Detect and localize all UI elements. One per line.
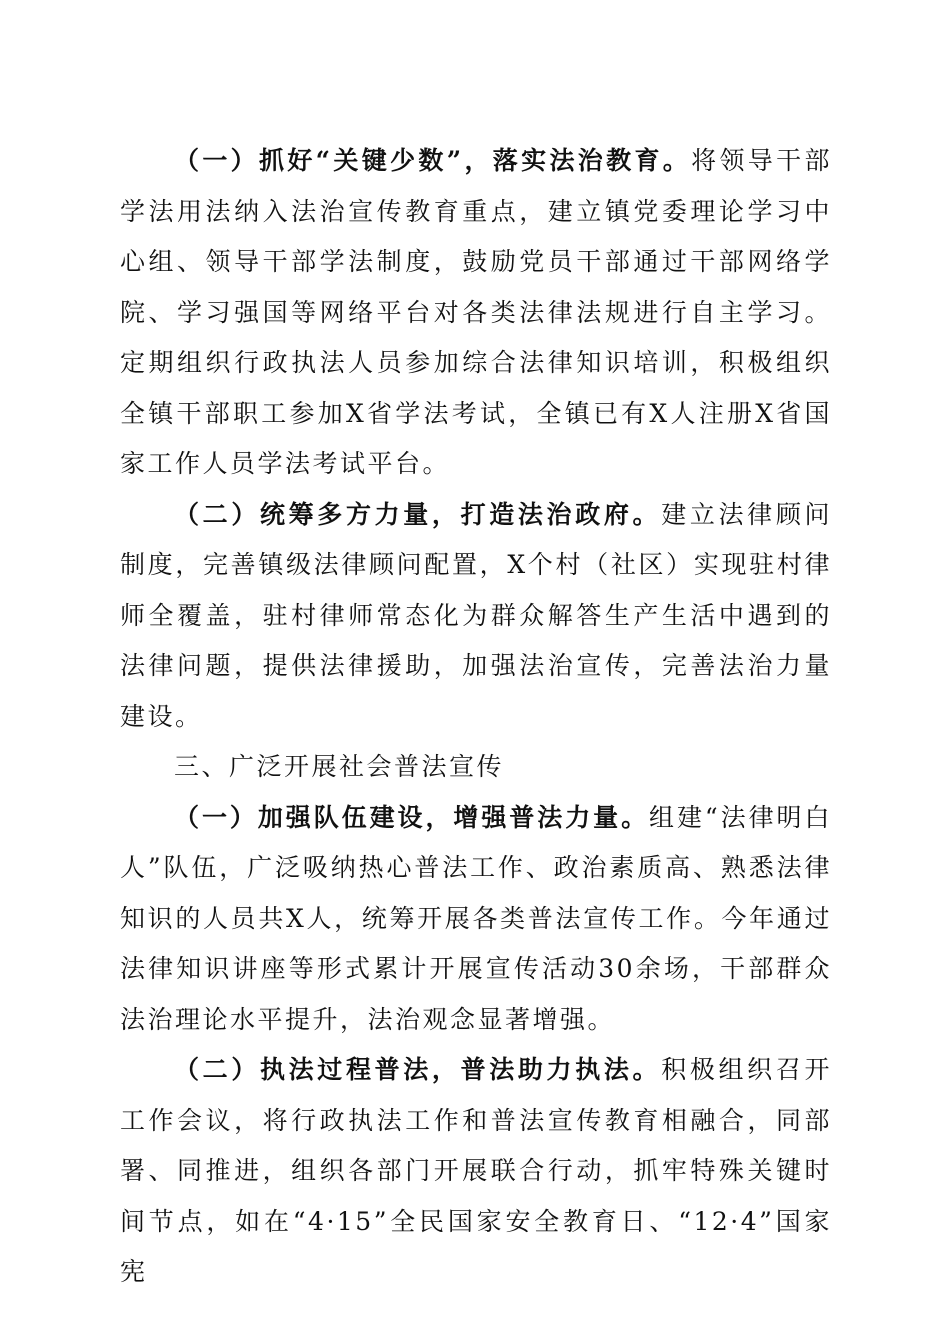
paragraph-1-body: 将领导干部学法用法纳入法治宣传教育重点，建立镇党委理论学习中心组、领导干部学法制度，鼓励党员干部通过干部网络学院、学习强国等网络平台对各类法律法规进行自主学习。定期组织行政执法人员参加综合法律知识培训，积极组织全镇干部职工参加X省学法考试，全镇已有X人注册X省国家工作人员学法考试平台。	[120, 146, 832, 478]
paragraph-1	[120, 136, 832, 490]
paragraph-3	[120, 793, 832, 1046]
paragraph-2	[120, 490, 832, 743]
document-body	[120, 136, 832, 1298]
paragraph-4-heading: （二）执法过程普法，普法助力执法。	[174, 1055, 662, 1084]
paragraph-3-heading: （一）加强队伍建设，增强普法力量。	[174, 802, 650, 832]
paragraph-3-body: 组建“法律明白人”队伍，广泛吸纳热心普法工作、政治素质高、熟悉法律知识的人员共X人，统筹开展各类普法宣传工作。今年通过法律知识讲座等形式累计开展宣传活动30余场，干部群众法治理论水平提升，法治观念显著增强。	[120, 802, 832, 1034]
paragraph-4	[120, 1045, 832, 1298]
section-title: 三、广泛开展社会普法宣传	[174, 752, 505, 781]
paragraph-4-body: 积极组织召开工作会议，将行政执法工作和普法宣传教育相融合，同部署、同推进，组织各部门开展联合行动，抓牢特殊关键时间节点，如在“4·15”全民国家安全教育日、“12·4”国家宪	[120, 1055, 832, 1286]
paragraph-1-heading: （一）抓好“关键少数”，落实法治教育。	[174, 146, 692, 175]
paragraph-2-heading: （二）统筹多方力量，打造法治政府。	[174, 499, 662, 529]
paragraph-2-body: 建立法律顾问制度，完善镇级法律顾问配置，X个村（社区）实现驻村律师全覆盖，驻村律师常态化为群众解答生产生活中遇到的法律问题，提供法律援助，加强法治宣传，完善法治力量建设。	[120, 499, 832, 731]
